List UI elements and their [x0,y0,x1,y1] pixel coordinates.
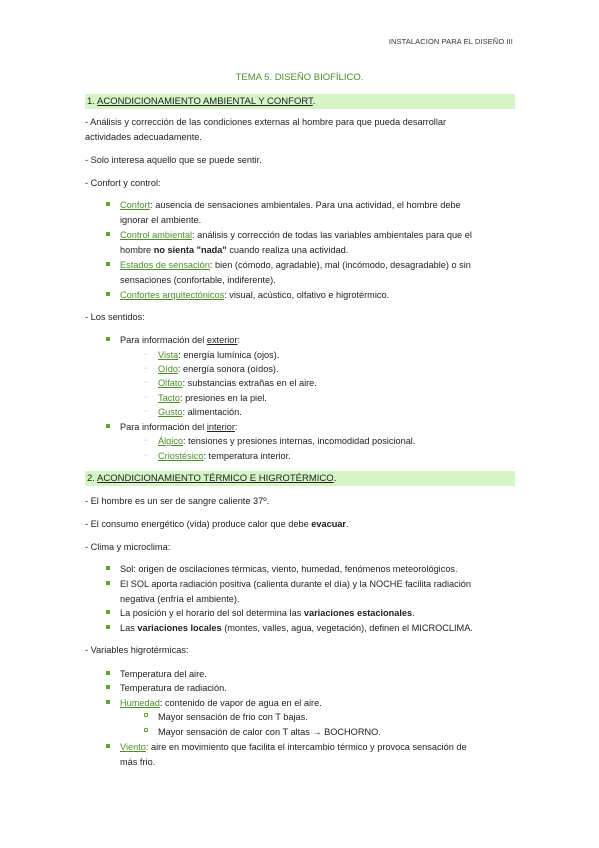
term: interior [206,422,235,432]
sub-list-item [143,348,518,363]
list-item [120,696,515,711]
text: : ausencia de sensaciones ambientales. Para una actividad, el hombre debe [150,200,461,210]
text: Temperatura de radiación. [120,683,227,693]
text: : temperatura interior. [203,451,291,461]
bullet-dot-icon: ·· [143,437,148,444]
paragraph: - El hombre es un ser de sangre caliente 37º. [85,496,270,506]
list-item-cont: ignorar el ambiente. [120,215,202,225]
term: Álgico [158,436,184,446]
bullet-square-icon [106,625,110,629]
bullet-outline-icon [144,728,148,732]
list-item [120,740,515,755]
text: La posición y el horario del sol determina las [120,608,304,618]
term: Criostésico [158,451,204,461]
text: : bien (cómodo, agradable), mal (incómodo, desagradable) o sin [209,260,471,270]
bullet-square-icon [106,610,110,614]
paragraph: - Confort y control: [85,178,161,188]
paragraph: actividades adecuadamente. [85,132,202,142]
text: Para información del [120,335,207,345]
section-number: 2. [87,473,98,484]
list-item [120,621,515,636]
sub-list-item [158,710,518,725]
bullet-square-icon [106,700,110,704]
list-item-cont [120,243,515,258]
term: Control ambiental [120,230,193,240]
term: Confortes arquitectónicos [120,290,225,300]
list-item-cont: negativa (enfría el ambiente). [120,594,240,604]
section-end: . [312,96,316,107]
term: Viento [120,742,146,752]
text: Sol: origen de oscilaciones térmicas, viento, humedad, fenómenos meteorológicos. [120,564,458,574]
bullet-square-icon [106,671,110,675]
bullet-square-icon [106,262,110,266]
bold-text: variaciones estacionales [303,608,413,618]
list-item [120,562,515,577]
term: Estados de sensación [120,260,210,270]
section-heading-2 [85,471,515,486]
list-item [120,577,515,592]
text: : análisis y corrección de todas las variables ambientales para que el [192,230,472,240]
text: Mayor sensación de frio con T bajas. [158,712,308,722]
bullet-outline-icon [144,713,148,717]
list-item [120,606,515,621]
text: Mayor sensación de calor con T altas → BOCHORNO. [158,727,381,737]
bullet-square-icon [106,232,110,236]
text: : energía sonora (oídos). [177,364,279,374]
text: Temperatura del aire. [120,669,207,679]
text: : tensiones y presiones internas, incomodidad posicional. [183,436,416,446]
text: : contenido de vapor de agua en el aire. [159,698,322,708]
paragraph: - Análisis y corrección de las condiciones externas al hombre para que pueda desarrollar [85,117,447,127]
bullet-square-icon [106,566,110,570]
text: : presiones en la piel. [179,393,267,403]
list-item-cont: sensaciones (confortable, indiferente). [120,275,276,285]
bullet-square-icon [106,424,110,428]
bullet-square-icon [106,202,110,206]
bullet-dot-icon: ·· [143,408,148,415]
text: Las [120,623,138,633]
bullet-square-icon [106,685,110,689]
list-item [120,288,515,303]
bullet-square-icon [106,292,110,296]
text: (montes, valles, agua, vegetación), definen el MICROCLIMA. [221,623,473,633]
list-item [120,198,515,213]
list-item [120,681,515,696]
page-title: TEMA 5. DISEÑO BIOFÍLICO. [235,72,364,83]
bullet-dot-icon: ·· [143,379,148,386]
text: : energía lumínica (ojos). [178,350,280,360]
term: exterior [206,335,238,345]
section-label: ACONDICIONAMIENTO TÉRMICO E HIGROTÉRMICO [97,473,334,484]
bullet-square-icon [106,337,110,341]
term: Confort [120,200,151,210]
paragraph [85,517,520,532]
text: Para información del [120,422,207,432]
list-item [120,333,515,348]
list-item-cont: más frio. [120,757,156,767]
bullet-dot-icon: ·· [143,351,148,358]
paragraph: - Clima y microclima: [85,542,171,552]
paragraph: - Solo interesa aquello que se puede sentir. [85,155,262,165]
text: cuando realiza una actividad. [226,245,349,255]
text: . [346,519,349,529]
text: : [237,335,241,345]
bullet-dot-icon: ·· [143,394,148,401]
sub-list-item [143,434,518,449]
sub-list-item [143,405,518,420]
list-item [120,258,515,273]
text: : [234,422,238,432]
text: : substancias extrañas en el aire. [182,378,317,388]
sub-list-item [143,391,518,406]
bullet-dot-icon: ·· [143,365,148,372]
text: . [412,608,415,618]
text: - El consumo energético (vida) produce calor que debe [85,519,312,529]
term: Oído [158,364,178,374]
text: : visual, acústico, olfativo e higrotérmico. [224,290,390,300]
bullet-square-icon [106,744,110,748]
list-item [120,228,515,243]
section-label: ACONDICIONAMIENTO AMBIENTAL Y CONFORT [97,96,313,107]
sub-list-item [158,725,518,740]
term: Vista [158,350,179,360]
bold-text: no sienta "nada" [153,245,227,255]
paragraph: - Los sentidos: [85,312,145,322]
section-heading-1 [85,94,515,109]
bold-text: evacuar [311,519,346,529]
section-end: . [333,473,337,484]
text: : alimentación. [182,407,242,417]
sub-list-item [143,362,518,377]
sub-list-item [143,449,518,464]
sub-list-item [143,376,518,391]
running-header: INSTALACION PARA EL DISEÑO III [388,37,513,46]
section-number: 1. [87,96,98,107]
bold-text: variaciones locales [137,623,222,633]
text: : aire en movimiento que facilita el intercambio térmico y provoca sensación de [145,742,467,752]
paragraph: - Variables higrotérmicas: [85,645,189,655]
bullet-dot-icon: ·· [143,452,148,459]
text: hombre [120,245,154,255]
term: Humedad [120,698,160,708]
term: Olfato [158,378,183,388]
term: Gusto [158,407,183,417]
list-item [120,667,515,682]
list-item [120,420,515,435]
bullet-square-icon [106,581,110,585]
term: Tacto [158,393,180,403]
text: El SOL aporta radiación positiva (calienta durante el día) y la NOCHE facilita radiación [120,579,471,589]
